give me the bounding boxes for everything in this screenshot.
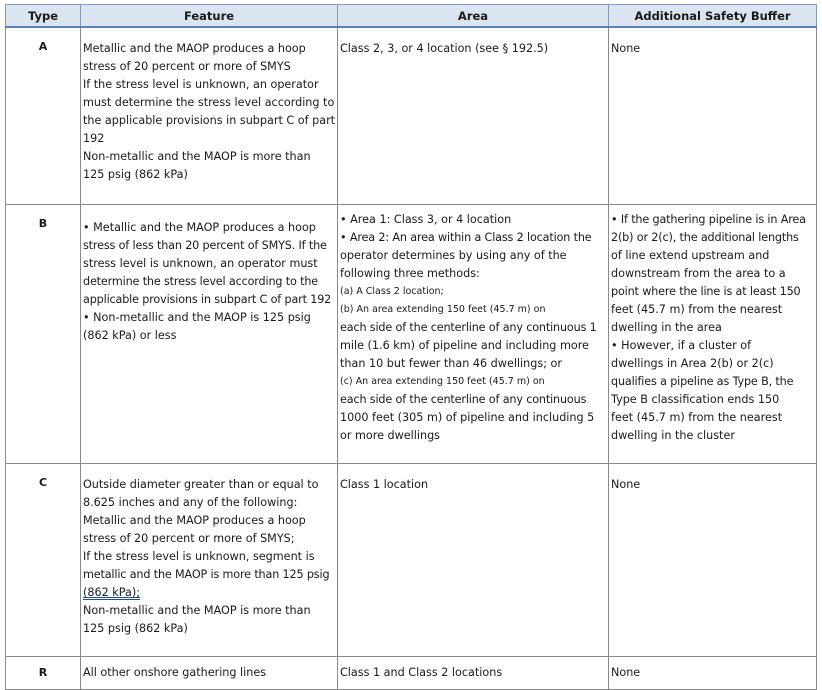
text-line: operator determines by using any of the <box>340 249 567 262</box>
text-line: None <box>611 478 641 491</box>
table-row <box>6 657 817 690</box>
area-cell <box>338 27 609 205</box>
buffer-cell <box>609 464 817 657</box>
text-line: metallic and the MAOP is more than 125 psig <box>83 568 330 581</box>
text-line: stress of 20 percent or more of SMYS <box>83 60 291 73</box>
text-line: 125 psig (862 kPa) <box>83 168 188 181</box>
text-line: • If the gathering pipeline is in Area <box>611 213 806 226</box>
text-line: 125 psig (862 kPa) <box>83 622 188 635</box>
feature-cell <box>81 27 338 205</box>
text-line: stress level is unknown, an operator must <box>83 257 318 270</box>
text-line: Class 1 location <box>340 478 429 491</box>
type-cell: R <box>6 657 81 690</box>
header-feature: Feature <box>81 5 338 28</box>
text-line: point where the line is at least 150 <box>611 285 801 298</box>
table-row <box>6 205 817 464</box>
text-line: 192 <box>83 132 105 145</box>
table-row <box>6 464 817 657</box>
text-line: Non-metallic and the MAOP is more than <box>83 150 311 163</box>
text-line: following three methods: <box>340 267 480 280</box>
text-line: dwelling in the cluster <box>611 429 735 442</box>
feature-cell <box>81 657 338 690</box>
feature-cell <box>81 205 338 464</box>
text-line: • Area 1: Class 3, or 4 location <box>340 213 512 226</box>
text-line: (a) A Class 2 location; <box>340 286 444 297</box>
text-line: applicable provisions in subpart C of part 192 <box>83 293 332 306</box>
text-line: or more dwellings <box>340 429 441 442</box>
text-line: the applicable provisions in subpart C of part <box>83 114 336 127</box>
text-line: 1000 feet (305 m) of pipeline and including 5 <box>340 411 595 424</box>
text-line: dwellings in Area 2(b) or 2(c) <box>611 357 774 370</box>
text-line: 2(b) or 2(c), the additional lengths <box>611 231 799 244</box>
text-line: mile (1.6 km) of pipeline and including more <box>340 339 589 352</box>
text-line: than 10 but fewer than 46 dwellings; or <box>340 357 562 370</box>
text-line: Metallic and the MAOP produces a hoop <box>83 42 306 55</box>
header-area: Area <box>338 5 609 28</box>
text-line: Non-metallic and the MAOP is more than <box>83 604 311 617</box>
kpa-underlined: (862 kPa); <box>83 586 140 599</box>
text-line: stress of less than 20 percent of SMYS. If the <box>83 239 327 252</box>
text-line: • Area 2: An area within a Class 2 location the <box>340 231 592 244</box>
text-line: If the stress level is unknown, an operator <box>83 78 319 91</box>
text-line: feet (45.7 m) from the nearest <box>611 303 783 316</box>
text-line: If the stress level is unknown, segment is <box>83 550 315 563</box>
text-line: • Non-metallic and the MAOP is 125 psig <box>83 311 311 324</box>
type-cell: C <box>6 464 81 657</box>
area-cell <box>338 205 609 464</box>
text-line: (b) An area extending 150 feet (45.7 m) on <box>340 304 546 315</box>
text-line: Class 1 and Class 2 locations <box>340 666 503 679</box>
feature-cell <box>81 464 338 657</box>
text-line: None <box>611 666 641 679</box>
text-line: Type B classification ends 150 <box>611 393 780 406</box>
text-line: dwelling in the area <box>611 321 722 334</box>
text-line: feet (45.7 m) from the nearest <box>611 411 783 424</box>
buffer-cell <box>609 27 817 205</box>
text-line: downstream from the area to a <box>611 267 786 280</box>
text-line: qualifies a pipeline as Type B, the <box>611 375 794 388</box>
text-line: each side of the centerline of any continuous 1 <box>340 321 597 334</box>
header-buffer: Additional Safety Buffer <box>609 5 817 28</box>
text-line: Outside diameter greater than or equal to <box>83 478 319 491</box>
header-type: Type <box>6 5 81 28</box>
header-row <box>6 5 817 28</box>
text-line <box>83 584 335 602</box>
text-line: stress of 20 percent or more of SMYS; <box>83 532 295 545</box>
gathering-line-type-table <box>5 4 817 690</box>
text-line: All other onshore gathering lines <box>83 666 267 679</box>
text-line: Metallic and the MAOP produces a hoop <box>83 514 306 527</box>
buffer-cell <box>609 205 817 464</box>
text-line: each side of the centerline of any continuous <box>340 393 587 406</box>
type-cell: A <box>6 27 81 205</box>
table-row <box>6 27 817 205</box>
area-cell <box>338 464 609 657</box>
text-line: determine the stress level according to the <box>83 275 318 288</box>
text-line: of line extend upstream and <box>611 249 770 262</box>
buffer-cell <box>609 657 817 690</box>
text-line: must determine the stress level according to <box>83 96 335 109</box>
text-line: (862 kPa) or less <box>83 329 177 342</box>
text-line: • However, if a cluster of <box>611 339 752 352</box>
text-line: Class 2, 3, or 4 location (see § 192.5) <box>340 42 549 55</box>
text-line: • Metallic and the MAOP produces a hoop <box>83 221 316 234</box>
area-cell <box>338 657 609 690</box>
text-line: (c) An area extending 150 feet (45.7 m) on <box>340 376 545 387</box>
type-cell: B <box>6 205 81 464</box>
text-line: 8.625 inches and any of the following: <box>83 496 298 509</box>
text-line: None <box>611 42 641 55</box>
